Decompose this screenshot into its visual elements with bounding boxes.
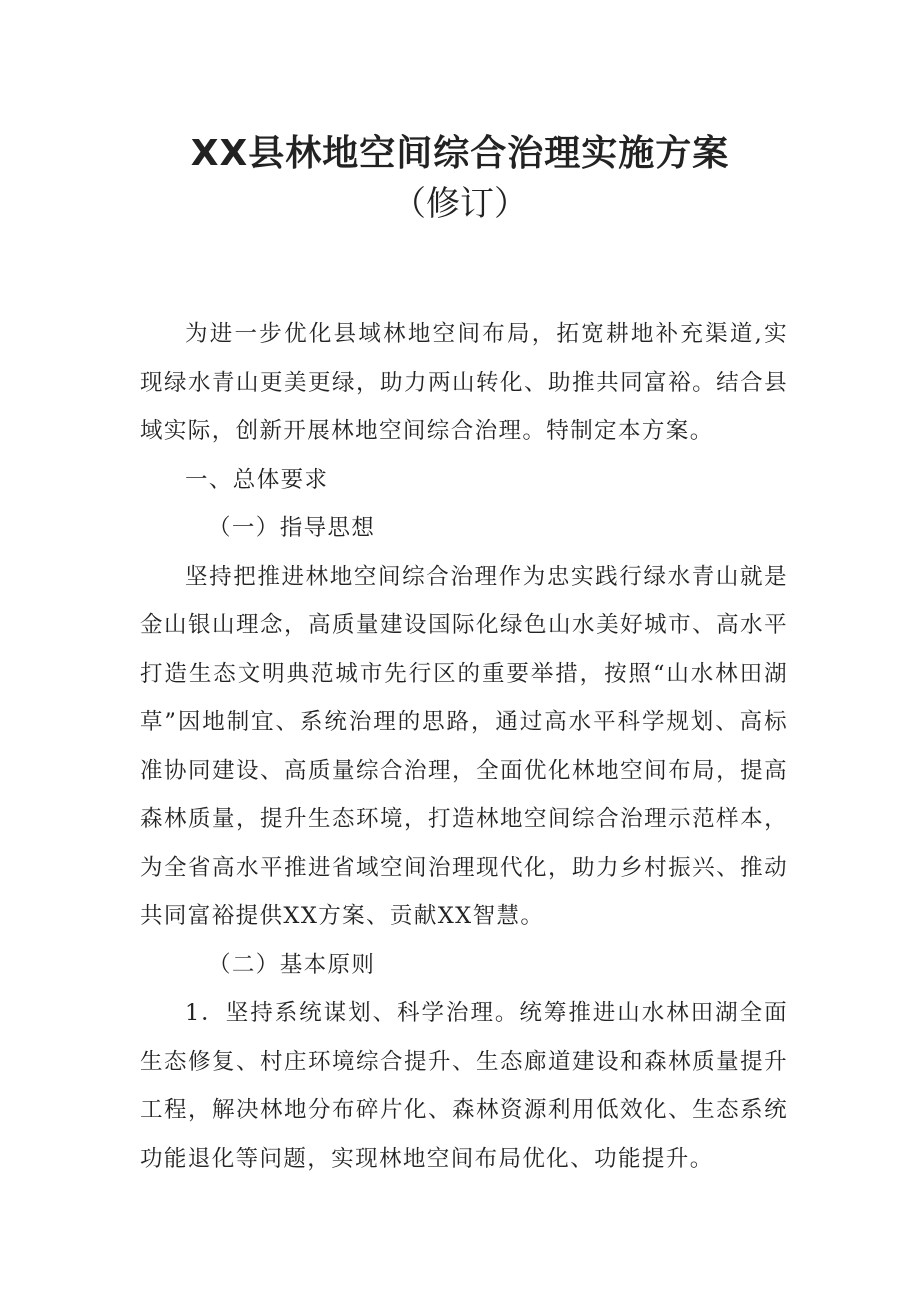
principle-1-paragraph: 1．坚持系统谋划、科学治理。统筹推进山水林田湖全面生态修复、村庄环境综合提升、生态廊道建设和森林质量提升工程，解决林地分布碎片化、森林资源利用低效化、生态系统功能退化等问题，实现林地空间布局优化、功能提升。 (140, 1000, 788, 1172)
subsection-heading-basic-principles: （二）基本原则 (208, 951, 376, 978)
section-heading-general-requirements: 一、总体要求 (185, 466, 329, 493)
subsection-heading-guiding-ideology: （一）指导思想 (208, 515, 376, 541)
document-title: XX县林地空间综合治理实施方案 (190, 133, 730, 174)
guiding-ideology-paragraph: 坚持把推进林地空间综合治理作为忠实践行绿水青山就是金山银山理念，高质量建设国际化绿色山水美好城市、高水平打造生态文明典范城市先行区的重要举措，按照“山水林田湖草”因地制宜、系统治理的思路，通过高水平科学规划、高标准协同建设、高质量综合治理，全面优化林地空间布局，提高森林质量，提升生态环境，打造林地空间综合治理示范样本，为全省高水平推进省域空间治理现代化，助力乡村振兴、推动共同富裕提供XX方案、贡献XX智慧。 (140, 563, 788, 929)
document-body (140, 310, 788, 1183)
intro-paragraph: 为进一步优化县域林地空间布局，拓宽耕地补充渠道,实现绿水青山更美更绿，助力两山转化、助推共同富裕。结合县域实际，创新开展林地空间综合治理。特制定本方案。 (140, 321, 788, 444)
document-subtitle: （修订） (392, 184, 528, 224)
